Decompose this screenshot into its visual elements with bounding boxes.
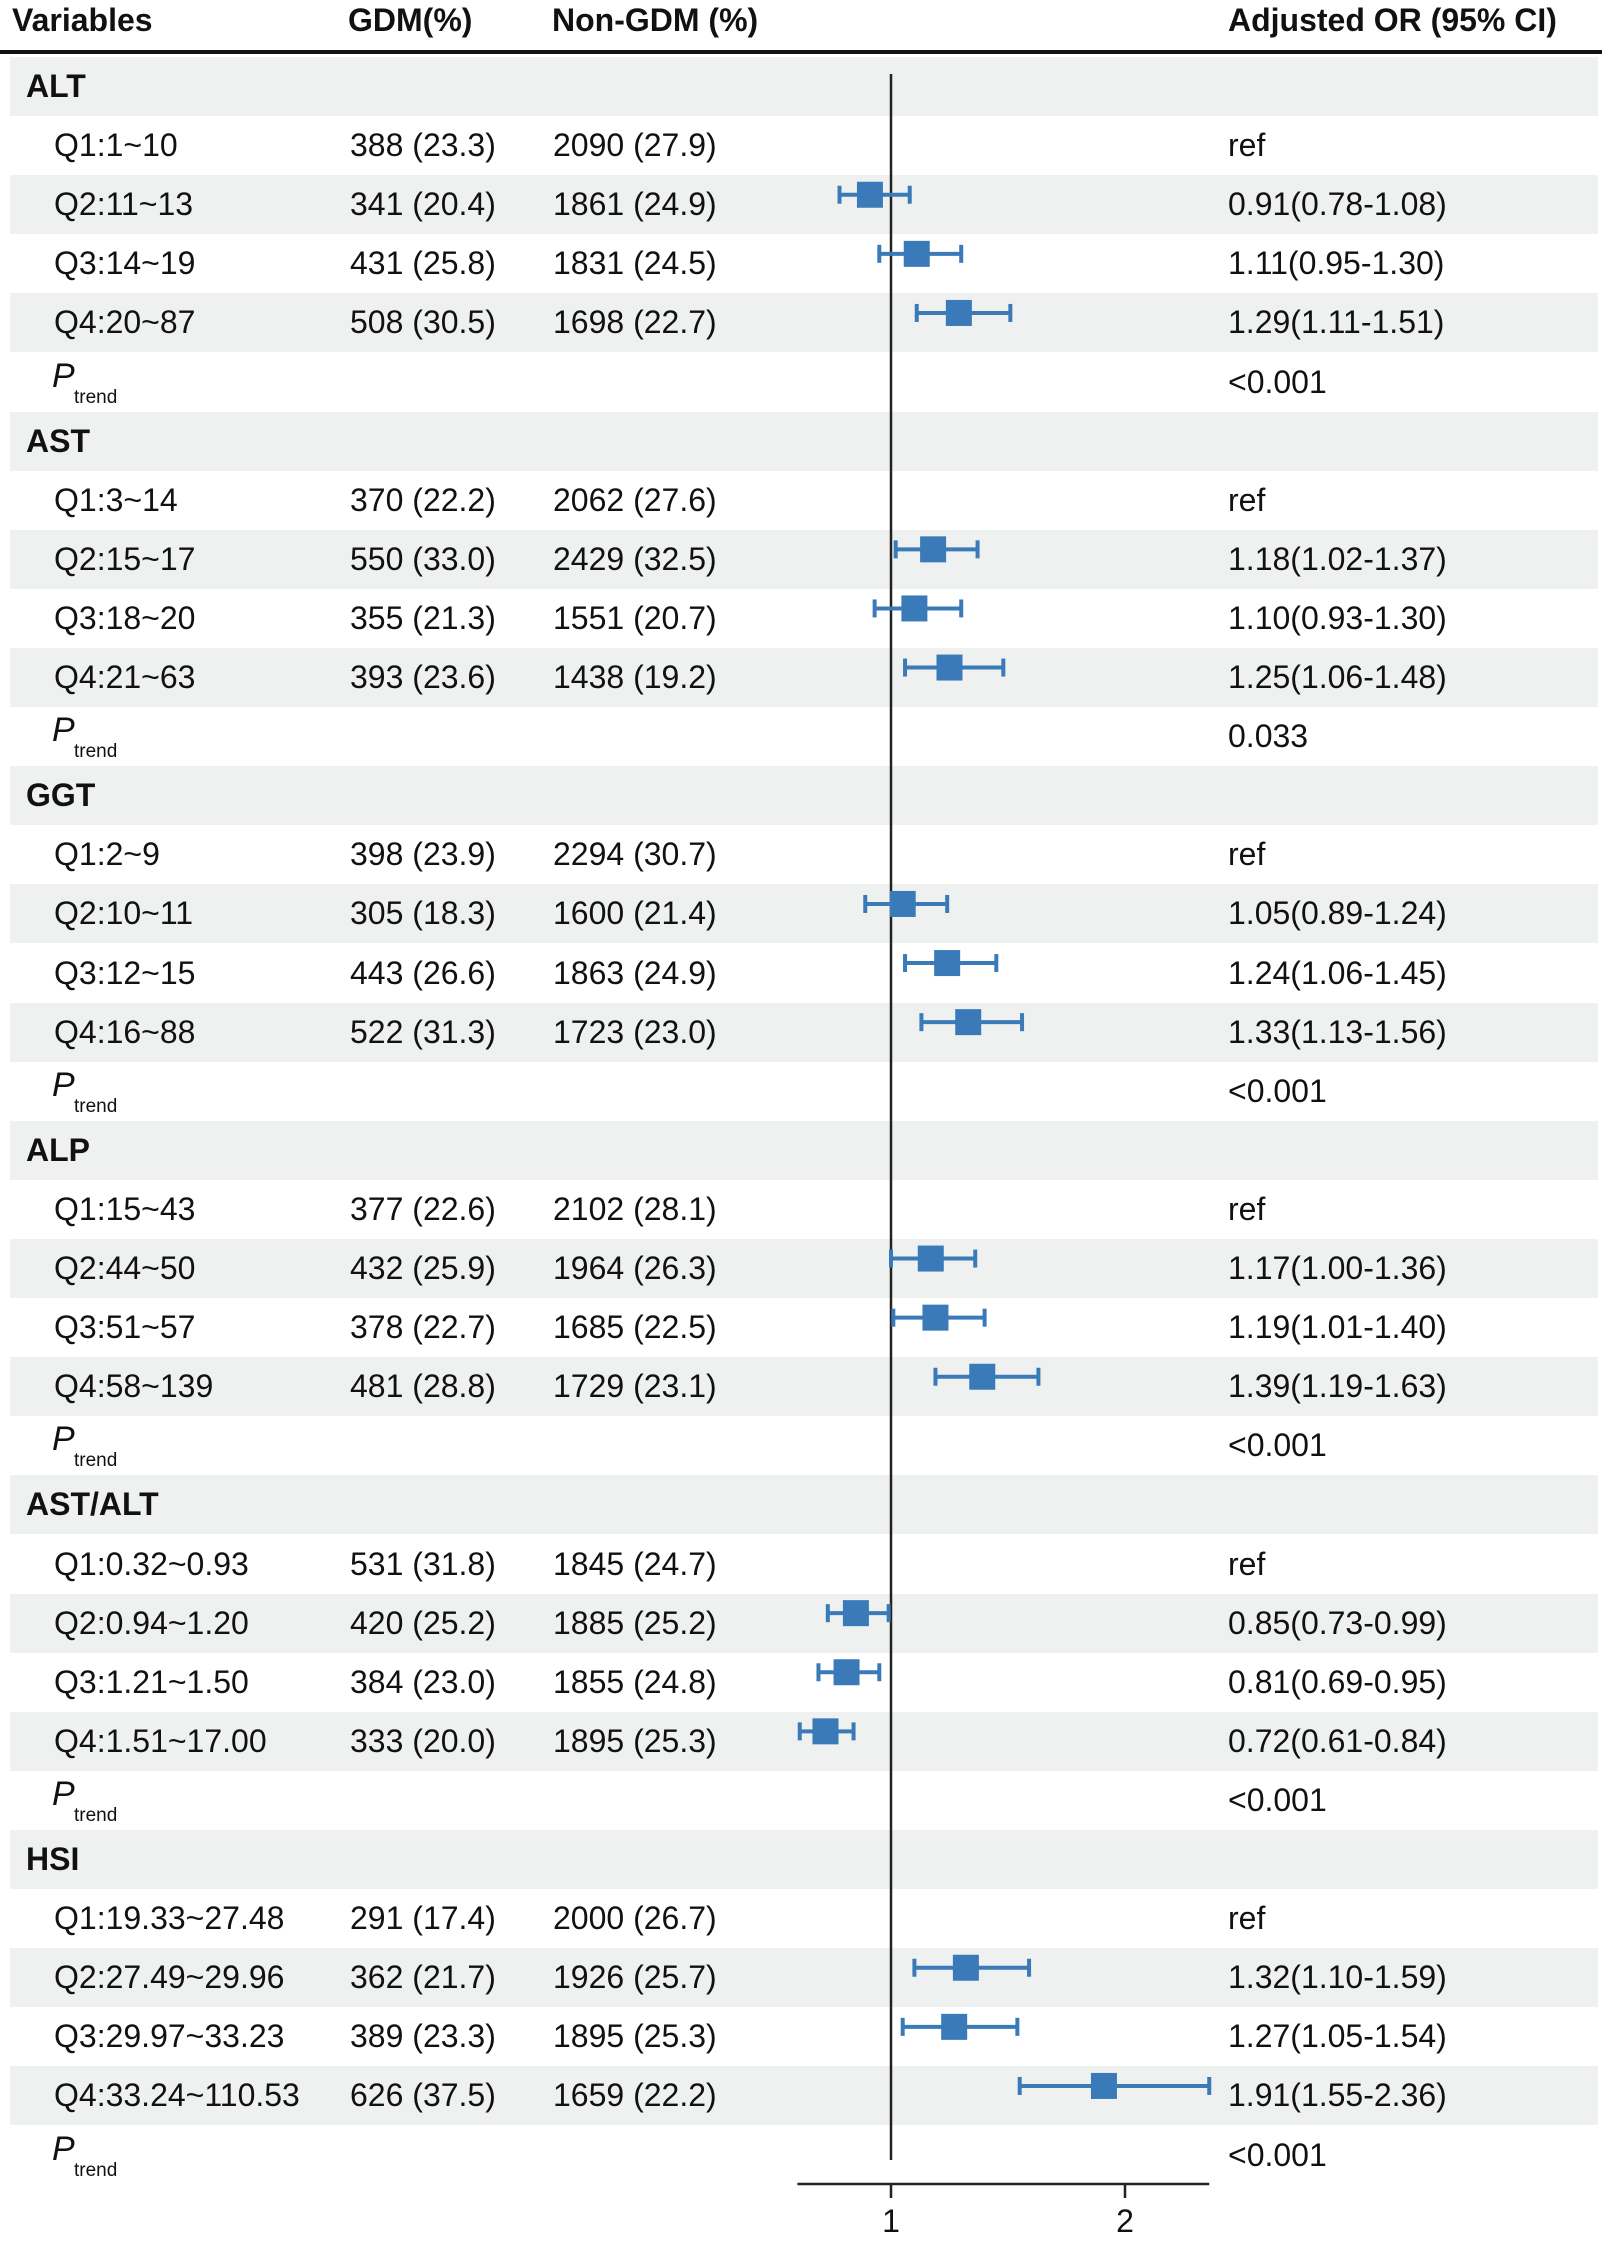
- or-value: 1.39(1.19-1.63): [1228, 1368, 1447, 1405]
- non-gdm-value: 1863 (24.9): [553, 954, 717, 991]
- non-gdm-value: 2429 (32.5): [553, 540, 717, 577]
- point-estimate: [857, 182, 883, 208]
- or-value: ref: [1228, 1545, 1266, 1582]
- gdm-value: 522 (31.3): [350, 1013, 496, 1050]
- point-estimate: [904, 241, 930, 267]
- or-value: 1.91(1.55-2.36): [1228, 2077, 1447, 2114]
- gdm-value: 291 (17.4): [350, 1900, 496, 1937]
- non-gdm-value: 1698 (22.7): [553, 304, 717, 341]
- row-label: Q3:14~19: [54, 245, 196, 282]
- non-gdm-value: 2000 (26.7): [553, 1900, 717, 1937]
- or-marker: [921, 1009, 1022, 1035]
- or-value: 0.85(0.73-0.99): [1228, 1604, 1447, 1641]
- point-estimate: [812, 1718, 838, 1744]
- gdm-value: 378 (22.7): [350, 1309, 496, 1346]
- non-gdm-value: 1861 (24.9): [553, 186, 717, 223]
- row-label: Q1:15~43: [54, 1190, 196, 1227]
- row-label: Q4:58~139: [54, 1368, 214, 1405]
- row-label: Q3:51~57: [54, 1309, 196, 1346]
- point-estimate: [918, 1246, 944, 1272]
- row-label: Q4:21~63: [54, 659, 196, 695]
- or-value: 1.33(1.13-1.56): [1228, 1013, 1447, 1050]
- p-trend-value: <0.001: [1228, 1072, 1327, 1109]
- or-value: 1.29(1.11-1.51): [1228, 304, 1445, 341]
- gdm-value: 432 (25.9): [350, 1250, 496, 1286]
- header-variables: Variables: [12, 2, 153, 38]
- row-label: Q2:10~11: [54, 895, 194, 932]
- point-estimate: [934, 950, 960, 976]
- or-value: 1.25(1.06-1.48): [1228, 659, 1447, 695]
- or-marker: [917, 300, 1011, 326]
- p-trend-value: <0.001: [1228, 1427, 1327, 1464]
- non-gdm-value: 1685 (22.5): [553, 1309, 717, 1346]
- row-label: Q2:11~13: [54, 186, 194, 223]
- group-name: AST: [26, 422, 90, 459]
- gdm-value: 481 (28.8): [350, 1368, 496, 1405]
- p-subscript: trend: [74, 2159, 118, 2181]
- or-marker: [914, 1955, 1029, 1981]
- or-value: 0.81(0.69-0.95): [1228, 1663, 1447, 1700]
- header-non-gdm: Non-GDM (%): [552, 2, 759, 38]
- non-gdm-value: 1729 (23.1): [553, 1368, 717, 1405]
- row-label: Q2:15~17: [54, 540, 196, 577]
- or-marker: [828, 1600, 889, 1626]
- p-subscript: trend: [74, 1095, 118, 1117]
- row-label: Q1:19.33~27.48: [54, 1900, 285, 1937]
- or-value: ref: [1228, 481, 1266, 518]
- or-value: 1.24(1.06-1.45): [1228, 954, 1447, 991]
- p-trend-value: 0.033: [1228, 718, 1309, 755]
- gdm-value: 431 (25.8): [350, 245, 496, 282]
- gdm-value: 389 (23.3): [350, 2018, 496, 2055]
- non-gdm-value: 1855 (24.8): [553, 1663, 717, 1700]
- row-label: Q2:27.49~29.96: [54, 1959, 285, 1996]
- point-estimate: [890, 891, 916, 917]
- non-gdm-value: 2090 (27.9): [553, 127, 717, 164]
- or-marker: [840, 182, 910, 208]
- or-value: ref: [1228, 127, 1266, 164]
- or-value: 1.05(0.89-1.24): [1228, 895, 1447, 932]
- gdm-value: 443 (26.6): [350, 954, 496, 991]
- header-gdm: GDM(%): [348, 2, 473, 38]
- or-value: ref: [1228, 836, 1266, 873]
- or-marker: [905, 655, 1003, 681]
- gdm-value: 398 (23.9): [350, 836, 496, 873]
- or-value: 1.17(1.00-1.36): [1228, 1250, 1447, 1286]
- or-value: 1.27(1.05-1.54): [1228, 2018, 1447, 2055]
- p-symbol: P: [52, 1774, 75, 1813]
- or-marker: [935, 1364, 1038, 1390]
- point-estimate: [953, 1955, 979, 1981]
- row-label: Q3:29.97~33.23: [54, 2018, 285, 2055]
- point-estimate: [946, 300, 972, 326]
- or-value: ref: [1228, 1190, 1266, 1227]
- row-label: Q2:0.94~1.20: [54, 1604, 249, 1641]
- gdm-value: 550 (33.0): [350, 540, 496, 577]
- group-name: GGT: [26, 777, 96, 814]
- row-label: Q1:2~9: [54, 836, 160, 873]
- group-name: ALP: [26, 1131, 90, 1168]
- row-label: Q1:1~10: [54, 127, 178, 164]
- point-estimate: [937, 655, 963, 681]
- point-estimate: [941, 2014, 967, 2040]
- non-gdm-value: 2102 (28.1): [553, 1190, 717, 1227]
- or-value: 1.18(1.02-1.37): [1228, 540, 1447, 577]
- gdm-value: 393 (23.6): [350, 659, 496, 695]
- p-trend-value: <0.001: [1228, 1781, 1327, 1818]
- non-gdm-value: 1438 (19.2): [553, 659, 717, 695]
- row-label: Q4:20~87: [54, 304, 196, 341]
- or-value: 1.11(0.95-1.30): [1228, 245, 1445, 282]
- gdm-value: 384 (23.0): [350, 1663, 496, 1700]
- gdm-value: 362 (21.7): [350, 1959, 496, 1996]
- point-estimate: [969, 1364, 995, 1390]
- non-gdm-value: 1926 (25.7): [553, 1959, 717, 1996]
- or-value: 1.32(1.10-1.59): [1228, 1959, 1447, 1996]
- non-gdm-value: 1964 (26.3): [553, 1250, 717, 1286]
- non-gdm-value: 1723 (23.0): [553, 1013, 717, 1050]
- row-label: Q1:0.32~0.93: [54, 1545, 249, 1582]
- p-subscript: trend: [74, 1450, 118, 1472]
- gdm-value: 531 (31.8): [350, 1545, 496, 1582]
- non-gdm-value: 1895 (25.3): [553, 1722, 717, 1759]
- gdm-value: 420 (25.2): [350, 1604, 496, 1641]
- point-estimate: [901, 595, 927, 621]
- gdm-value: 370 (22.2): [350, 481, 496, 518]
- p-trend-value: <0.001: [1228, 363, 1327, 400]
- p-trend-value: <0.001: [1228, 2136, 1327, 2173]
- or-marker: [865, 891, 947, 917]
- p-symbol: P: [52, 1420, 75, 1459]
- row-label: Q4:1.51~17.00: [54, 1722, 267, 1759]
- point-estimate: [922, 1305, 948, 1331]
- non-gdm-value: 1845 (24.7): [553, 1545, 717, 1582]
- row-label: Q4:16~88: [54, 1013, 196, 1050]
- p-symbol: P: [52, 2129, 75, 2168]
- row-label: Q1:3~14: [54, 481, 178, 518]
- point-estimate: [1091, 2073, 1117, 2099]
- or-marker: [905, 950, 996, 976]
- gdm-value: 341 (20.4): [350, 186, 496, 223]
- point-estimate: [834, 1659, 860, 1685]
- row-label: Q2:44~50: [54, 1250, 196, 1286]
- non-gdm-value: 2062 (27.6): [553, 481, 717, 518]
- or-value: ref: [1228, 1900, 1266, 1937]
- point-estimate: [920, 536, 946, 562]
- gdm-value: 388 (23.3): [350, 127, 496, 164]
- group-name: AST/ALT: [26, 1486, 159, 1523]
- row-label: Q3:1.21~1.50: [54, 1663, 249, 1700]
- gdm-value: 508 (30.5): [350, 304, 496, 341]
- group-name: HSI: [26, 1841, 80, 1877]
- point-estimate: [955, 1009, 981, 1035]
- or-marker: [891, 1246, 975, 1272]
- non-gdm-value: 2294 (30.7): [553, 836, 717, 873]
- or-marker: [818, 1659, 879, 1685]
- or-marker: [893, 1305, 984, 1331]
- non-gdm-value: 1551 (20.7): [553, 599, 717, 636]
- or-marker: [896, 536, 978, 562]
- p-symbol: P: [52, 356, 75, 395]
- non-gdm-value: 1895 (25.3): [553, 2018, 717, 2055]
- p-symbol: P: [52, 1065, 75, 1104]
- group-name: ALT: [26, 68, 86, 104]
- p-subscript: trend: [74, 386, 118, 408]
- x-tick-label: 2: [1116, 2203, 1134, 2239]
- non-gdm-value: 1885 (25.2): [553, 1604, 717, 1641]
- row-label: Q4:33.24~110.53: [54, 2077, 300, 2114]
- gdm-value: 377 (22.6): [350, 1190, 496, 1227]
- gdm-value: 626 (37.5): [350, 2077, 496, 2114]
- gdm-value: 305 (18.3): [350, 895, 496, 932]
- non-gdm-value: 1659 (22.2): [553, 2077, 717, 2114]
- or-value: 0.91(0.78-1.08): [1228, 186, 1447, 223]
- row-label: Q3:18~20: [54, 599, 196, 636]
- or-value: 1.10(0.93-1.30): [1228, 599, 1447, 636]
- x-tick-label: 1: [882, 2203, 900, 2239]
- or-value: 0.72(0.61-0.84): [1228, 1722, 1447, 1759]
- non-gdm-value: 1600 (21.4): [553, 895, 717, 932]
- gdm-value: 333 (20.0): [350, 1722, 496, 1759]
- or-marker: [875, 595, 962, 621]
- p-subscript: trend: [74, 1804, 118, 1826]
- row-label: Q3:12~15: [54, 954, 196, 991]
- gdm-value: 355 (21.3): [350, 599, 496, 636]
- header-adjusted-or: Adjusted OR (95% CI): [1228, 2, 1557, 38]
- p-subscript: trend: [74, 741, 118, 763]
- or-value: 1.19(1.01-1.40): [1228, 1309, 1447, 1346]
- p-symbol: P: [52, 711, 75, 750]
- non-gdm-value: 1831 (24.5): [553, 245, 717, 282]
- or-marker: [903, 2014, 1018, 2040]
- point-estimate: [843, 1600, 869, 1626]
- or-marker: [800, 1718, 854, 1744]
- or-marker: [1020, 2073, 1210, 2099]
